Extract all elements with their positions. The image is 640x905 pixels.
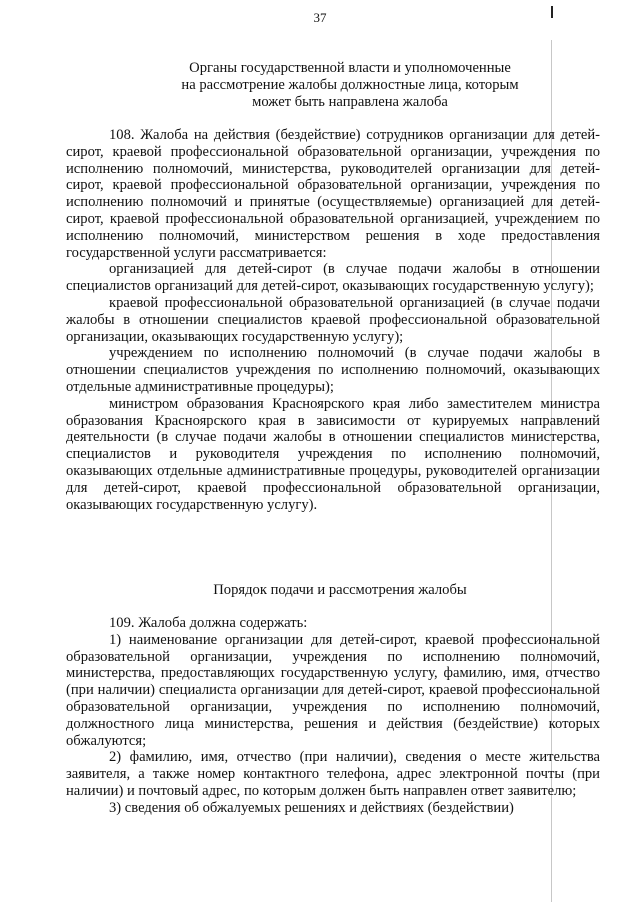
section-heading-authorities — [160, 60, 540, 111]
page-number: 37 — [313, 10, 327, 25]
list-item-institution: учреждением по исполнению полномочий (в случае подачи жалобы в отношении специалистов учреждения по исполнению полномочий, оказывающих отдельные административные процедуры); — [66, 345, 600, 395]
heading-line: Органы государственной власти и уполномоченные — [189, 60, 511, 76]
list-item-minister: министром образования Красноярского края либо заместителем министра образования Красноярского края в зависимости от курируемых направлений деятельности (в случае подачи жалобы в отношении специалистов министерства, специалистов и руководителя учреждения по исполнению полномочий, оказывающих отдельные административные процедуры, руководителей организации для детей-сирот, краевой профессиональной образовательной организации, оказывающих государственную услугу). — [66, 395, 600, 513]
section-108 — [66, 127, 600, 513]
list-item-1: 1) наименование организации для детей-сирот, краевой профессиональной образовательной организации, учреждения по исполнению полномочий, министерства, предоставляющих государственную услугу, фамилию, имя, отчество (при наличии) специалиста организации для детей-сирот, краевой профессиональной образовательной организации, учреждения по исполнению полномочий, должностного лица министерства, решения и действия (бездействие) которых обжалуются; — [66, 631, 600, 749]
paragraph-108: 108. Жалоба на действия (бездействие) сотрудников организации для детей-сирот, краевой профессиональной образовательной организации, учреждения по исполнению полномочий, министерства, руководителей организации для детей-сирот, краевой профессиональной образовательной организации, учреждения по исполнению полномочий и принятые (осуществляемые) организацией для детей-сирот, краевой профессиональной образовательной организацией, учреждением по исполнению полномочий, министерством решения в ходе предоставления государственной услуги рассматривается: — [66, 127, 600, 261]
list-item-3: 3) сведения об обжалуемых решениях и действиях (бездействии) — [109, 799, 514, 816]
scan-mark — [551, 6, 553, 18]
list-item-professional-organization: краевой профессиональной образовательной организацией (в случае подачи жалобы в отношении специалистов краевой профессиональной образовательной организации, оказывающих государственную услугу); — [66, 294, 600, 345]
list-item-2: 2) фамилию, имя, отчество (при наличии), сведения о месте жительства заявителя, а также номер контактного телефона, адрес электронной почты (при наличии) и почтовый адрес, по которым должен быть направлен ответ заявителю; — [66, 749, 600, 799]
section-109 — [66, 615, 600, 817]
heading-line: на рассмотрение жалобы должностные лица, которым — [181, 77, 519, 93]
paragraph-109: 109. Жалоба должна содержать: — [109, 615, 308, 631]
section-heading-procedure: Порядок подачи и рассмотрения жалобы — [213, 582, 467, 598]
list-item-orphan-organization: организацией для детей-сирот (в случае подачи жалобы в отношении специалистов организаций для детей-сирот, оказывающих государственную услугу); — [66, 261, 600, 295]
heading-line: может быть направлена жалоба — [252, 94, 448, 110]
